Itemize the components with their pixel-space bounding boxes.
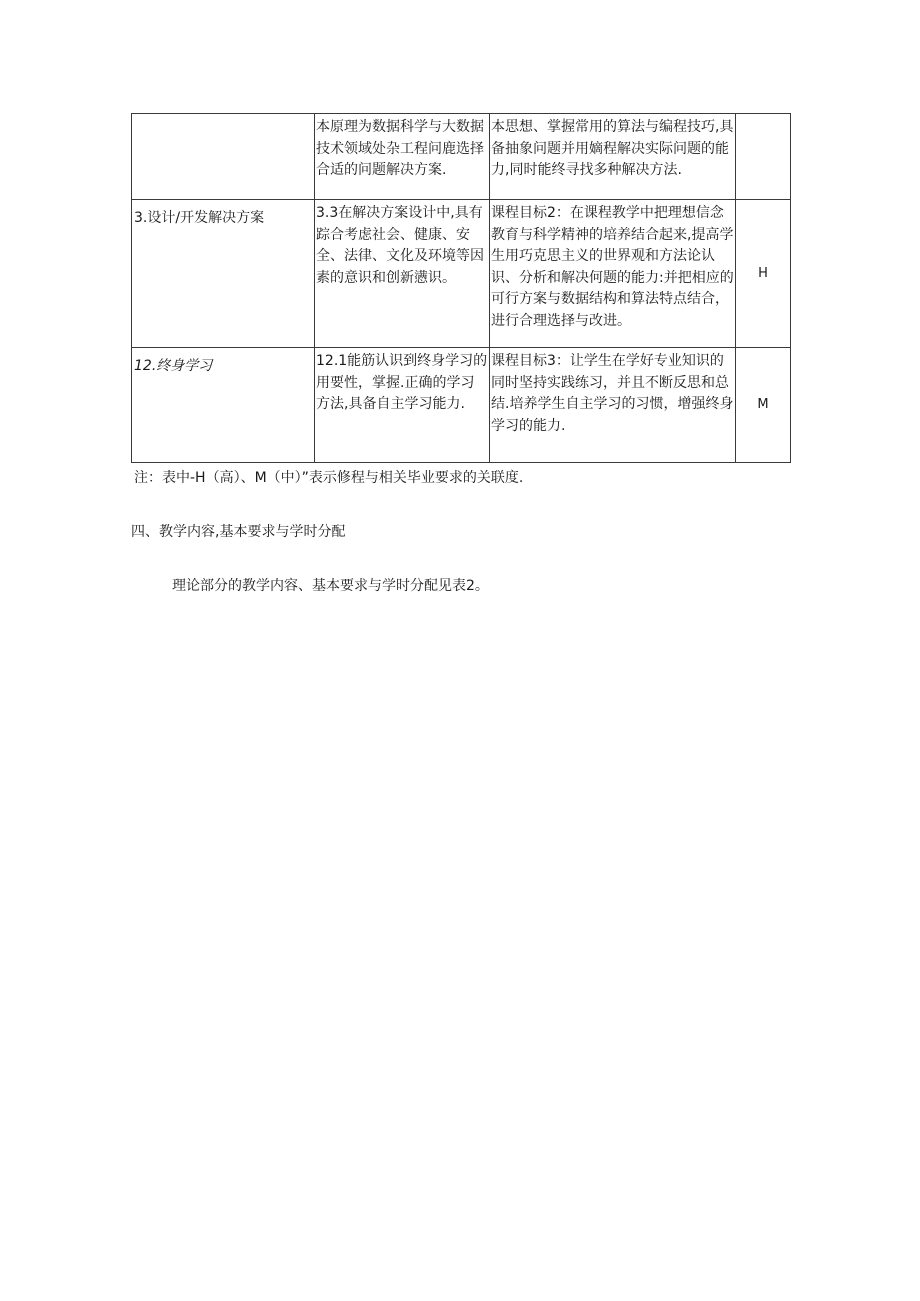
- objective-cell: 课程目标3：让学生在学好专业知识的同时坚持实践练习，并且不断反思和总结.培养学生自主学习的习惯，增强终身学习的能力.: [490, 348, 736, 463]
- graduation-requirements-table: [131, 113, 791, 463]
- indicator-cell: 12.1能筋认识到终身学习的用要性，掌握.正确的学习方法,具备自主学习能力.: [315, 348, 490, 463]
- objective-cell: 课程目标2：在课程教学中把理想信念教育与科学精神的培养结合起来,提高学生用巧克思主义的世界观和方法论认识、分析和解决何题的能力:并把相应的可行方案与数据结构和算法特点结合，进行合理选择与改进。: [490, 200, 736, 348]
- requirement-cell: 3.设计/开发解决方案: [132, 200, 315, 348]
- relevance-level-cell: M: [736, 348, 791, 463]
- requirement-cell: 12.终身学习: [132, 348, 315, 463]
- table-note: 注：表中-H（高）、M（中）”表示修程与相关毕业要求的关联度.: [134, 470, 524, 486]
- body-paragraph: 理论部分的教学内容、基本要求与学时分配见表2。: [172, 578, 489, 594]
- objective-cell: 本思想、掌握常用的算法与编程技巧,具备抽象问题并用嫡程解决实际问题的能力,同时能终寻找多种解决方法.: [490, 114, 736, 200]
- requirement-cell: [132, 114, 315, 200]
- section-heading: 四、教学内容,基本要求与学时分配: [131, 524, 346, 540]
- table-row: [132, 114, 791, 200]
- table-row: [132, 348, 791, 463]
- indicator-cell: 本原理为数据科学与大数据技术领域处杂工程问鹿选择合适的问题解决方案.: [315, 114, 490, 200]
- indicator-cell: 3.3在解决方案设计中,具有踪合考虑社会、健康、安全、法律、文化及环境等因素的意识和创新懑识。: [315, 200, 490, 348]
- relevance-level-cell: [736, 114, 791, 200]
- relevance-level-cell: H: [736, 200, 791, 348]
- table-row: [132, 200, 791, 348]
